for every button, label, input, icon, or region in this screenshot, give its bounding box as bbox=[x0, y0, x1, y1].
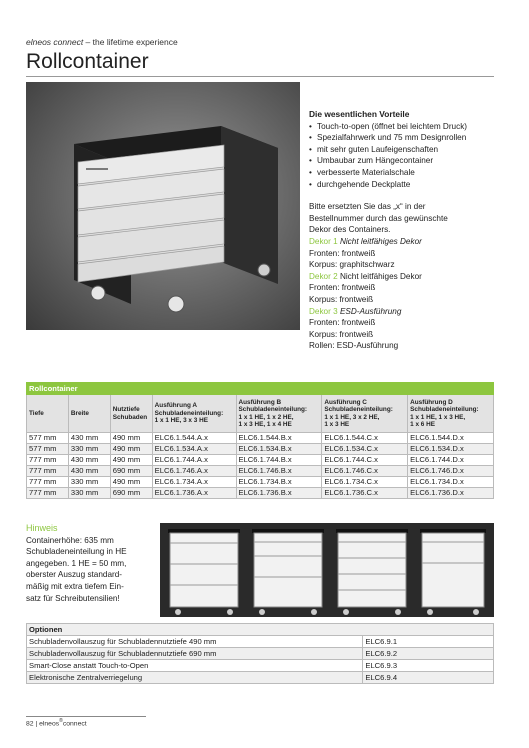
tagline-text: – the lifetime experience bbox=[83, 37, 178, 47]
dekor-2-line: Fronten: frontweiß bbox=[309, 283, 376, 293]
cell: ELC6.1.736.C.x bbox=[322, 488, 408, 499]
cell: ELC6.1.744.C.x bbox=[322, 455, 408, 466]
cell: ELC6.1.744.A.x bbox=[152, 455, 236, 466]
cell: ELC6.1.544.B.x bbox=[236, 433, 322, 444]
cell: 777 mm bbox=[27, 455, 69, 466]
rollcontainer-illustration bbox=[26, 82, 300, 330]
options-heading: Optionen bbox=[27, 624, 494, 636]
cell: ELC6.1.734.D.x bbox=[408, 477, 494, 488]
advantages-panel bbox=[309, 109, 509, 352]
cell: ELC6.1.534.D.x bbox=[408, 444, 494, 455]
table-row bbox=[27, 648, 494, 660]
page-number: 82 bbox=[26, 720, 34, 728]
footer-separator: | bbox=[33, 720, 40, 728]
advantage-continued-text: mit sehr guten Laufeigenschaften bbox=[317, 144, 439, 154]
cell: 690 mm bbox=[110, 466, 152, 477]
options-header-row bbox=[27, 624, 494, 636]
variant-thumbnails bbox=[160, 523, 494, 617]
table-row bbox=[27, 488, 494, 499]
cell: ELC6.1.736.A.x bbox=[152, 488, 236, 499]
cell: ELC6.1.544.C.x bbox=[322, 433, 408, 444]
variant-a-thumbnail bbox=[168, 529, 240, 615]
hinweis-line: mäßig mit extra tiefem Ein- bbox=[26, 581, 124, 591]
rollcontainer-table bbox=[26, 382, 494, 499]
dekor-3-name: ESD-Ausführung bbox=[339, 306, 402, 316]
cell: ELC6.1.744.D.x bbox=[408, 455, 494, 466]
advantage-item-continued bbox=[309, 144, 509, 156]
table-header-row bbox=[27, 395, 494, 433]
header-line: Schubladeneinteilung: bbox=[238, 406, 308, 414]
header-line: Schubaden bbox=[112, 413, 148, 421]
header-line: Schubladeneinteilung: bbox=[154, 409, 224, 417]
dekor-3-line: Fronten: frontweiß bbox=[309, 318, 376, 328]
tagline bbox=[26, 37, 178, 47]
advantages-list bbox=[309, 121, 509, 191]
col-header-ausfuehrung-b bbox=[236, 395, 322, 433]
hinweis-line: Containerhöhe: 635 mm bbox=[26, 535, 114, 545]
hinweis-line: Schubladeneinteilung in HE bbox=[26, 547, 127, 557]
variant-b-thumbnail bbox=[252, 529, 324, 615]
option-label: Schubladenvollauszug für Schubladennutztiefe 690 mm bbox=[27, 648, 363, 660]
dekor-2-name: Nicht leitfähiges Dekor bbox=[339, 271, 422, 281]
table-caption-row bbox=[27, 383, 494, 395]
order-note-line: Dekor des Containers. bbox=[309, 225, 391, 235]
cell: 777 mm bbox=[27, 488, 69, 499]
header-line: Ausführung B bbox=[238, 398, 282, 406]
header-line: 1 x 3 HE, 1 x 4 HE bbox=[238, 420, 292, 428]
cell: 577 mm bbox=[27, 444, 69, 455]
hinweis-heading: Hinweis bbox=[26, 523, 58, 533]
cell: ELC6.1.734.C.x bbox=[322, 477, 408, 488]
table-row bbox=[27, 466, 494, 477]
hinweis-panel bbox=[26, 523, 146, 604]
advantage-item: • Spezialfahrwerk und 75 mm Designrollen bbox=[309, 132, 509, 144]
cell: 330 mm bbox=[68, 477, 110, 488]
advantage-item: • Touch-to-open (öffnet bei leichtem Druck) bbox=[309, 121, 509, 133]
header-line: 1 x 1 HE, 1 x 2 HE, bbox=[238, 413, 294, 421]
cell: ELC6.1.746.A.x bbox=[152, 466, 236, 477]
header-line: Ausführung C bbox=[324, 398, 367, 406]
header-line: Schubladeneinteilung: bbox=[324, 406, 393, 414]
cell: 330 mm bbox=[68, 444, 110, 455]
cell: ELC6.1.736.B.x bbox=[236, 488, 322, 499]
dekor-3-title bbox=[309, 306, 509, 318]
option-code: ELC6.9.1 bbox=[363, 636, 494, 648]
options-table bbox=[26, 623, 494, 684]
col-header-ausfuehrung-c bbox=[322, 395, 408, 433]
product-photo bbox=[26, 82, 300, 330]
title-divider bbox=[26, 76, 494, 77]
dekor-3-line: Rollen: ESD-Ausführung bbox=[309, 341, 399, 351]
cell: ELC6.1.746.B.x bbox=[236, 466, 322, 477]
cell: 490 mm bbox=[110, 433, 152, 444]
header-line: Nutztiefe bbox=[112, 406, 140, 414]
option-label: Schubladenvollauszug für Schubladennutztiefe 490 mm bbox=[27, 636, 363, 648]
advantages-heading: Die wesentlichen Vorteile bbox=[309, 109, 410, 119]
variant-d-thumbnail bbox=[420, 529, 486, 615]
option-code: ELC6.9.2 bbox=[363, 648, 494, 660]
page-title: Rollcontainer bbox=[26, 50, 149, 73]
table-row bbox=[27, 636, 494, 648]
header-line: Ausführung A bbox=[154, 402, 198, 410]
header-line: 1 x 6 HE bbox=[410, 420, 436, 428]
col-header-tiefe: Tiefe bbox=[27, 395, 69, 433]
cell: 330 mm bbox=[68, 488, 110, 499]
option-label: Elektronische Zentralverriegelung bbox=[27, 672, 363, 684]
hinweis-line: satz für Schreibutensilien! bbox=[26, 593, 120, 603]
cell: ELC6.1.734.A.x bbox=[152, 477, 236, 488]
cell: 430 mm bbox=[68, 466, 110, 477]
table-row bbox=[27, 672, 494, 684]
table-row bbox=[27, 444, 494, 455]
col-header-breite: Breite bbox=[68, 395, 110, 433]
option-label: Smart-Close anstatt Touch-to-Open bbox=[27, 660, 363, 672]
footer-brand: elneos bbox=[39, 720, 60, 728]
cell: 777 mm bbox=[27, 477, 69, 488]
dekor-3-label: Dekor 3 bbox=[309, 306, 338, 316]
header-line: Ausführung D bbox=[410, 398, 453, 406]
table-row bbox=[27, 455, 494, 466]
header-line: 1 x 1 HE, 1 x 3 HE, bbox=[410, 413, 466, 421]
cell: 777 mm bbox=[27, 466, 69, 477]
advantage-item: • Umbaubar zum Hängecontainer bbox=[309, 155, 509, 167]
footer-suffix: connect bbox=[62, 720, 87, 728]
cell: ELC6.1.544.D.x bbox=[408, 433, 494, 444]
cell: 690 mm bbox=[110, 488, 152, 499]
cell: ELC6.1.736.D.x bbox=[408, 488, 494, 499]
dekor-1-name: Nicht leitfähiges Dekor bbox=[339, 236, 422, 246]
table-row bbox=[27, 477, 494, 488]
dekor-1-line: Korpus: graphitschwarz bbox=[309, 260, 395, 270]
page-footer bbox=[26, 718, 87, 727]
container-variants-illustration bbox=[160, 523, 494, 617]
cell: ELC6.1.734.B.x bbox=[236, 477, 322, 488]
cell: 430 mm bbox=[68, 433, 110, 444]
col-header-ausfuehrung-d bbox=[408, 395, 494, 433]
dekor-1-label: Dekor 1 bbox=[309, 236, 338, 246]
advantage-item: • verbesserte Materialschale bbox=[309, 167, 509, 179]
table-caption: Rollcontainer bbox=[27, 383, 494, 395]
variant-c-thumbnail bbox=[336, 529, 408, 615]
cell: 490 mm bbox=[110, 455, 152, 466]
order-note-line: Bitte ersetzten Sie das „x“ in der bbox=[309, 202, 426, 212]
table-row bbox=[27, 660, 494, 672]
header-line: 1 x 3 HE bbox=[324, 420, 350, 428]
cell: ELC6.1.534.A.x bbox=[152, 444, 236, 455]
dekor-3-line: Korpus: frontweiß bbox=[309, 329, 374, 339]
cell: ELC6.1.544.A.x bbox=[152, 433, 236, 444]
hinweis-line: oberster Auszug standard- bbox=[26, 570, 123, 580]
cell: ELC6.1.744.B.x bbox=[236, 455, 322, 466]
header-line: Schubladeneinteilung: bbox=[410, 406, 479, 414]
cell: 430 mm bbox=[68, 455, 110, 466]
dekor-2-title bbox=[309, 271, 509, 283]
footer-divider bbox=[26, 716, 146, 717]
brand-name: elneos connect bbox=[26, 37, 84, 47]
dekor-2-label: Dekor 2 bbox=[309, 271, 338, 281]
dekor-1-line: Fronten: frontweiß bbox=[309, 248, 376, 258]
cell: 490 mm bbox=[110, 444, 152, 455]
advantage-item: • durchgehende Deckplatte bbox=[309, 179, 509, 191]
option-code: ELC6.9.4 bbox=[363, 672, 494, 684]
order-note-line: Bestellnummer durch das gewünschte bbox=[309, 213, 448, 223]
col-header-ausfuehrung-a bbox=[152, 395, 236, 433]
dekor-1-title bbox=[309, 236, 509, 248]
table-row bbox=[27, 433, 494, 444]
dekor-2-line: Korpus: frontweiß bbox=[309, 294, 374, 304]
cell: ELC6.1.746.D.x bbox=[408, 466, 494, 477]
cell: 577 mm bbox=[27, 433, 69, 444]
header-line: 1 x 1 HE, 3 x 2 HE, bbox=[324, 413, 380, 421]
cell: ELC6.1.534.B.x bbox=[236, 444, 322, 455]
col-header-nutztiefe bbox=[110, 395, 152, 433]
cell: 490 mm bbox=[110, 477, 152, 488]
cell: ELC6.1.746.C.x bbox=[322, 466, 408, 477]
order-note bbox=[309, 201, 509, 236]
registered-mark: ® bbox=[59, 718, 63, 724]
header-line: 1 x 1 HE, 3 x 3 HE bbox=[154, 417, 208, 425]
cell: ELC6.1.534.C.x bbox=[322, 444, 408, 455]
option-code: ELC6.9.3 bbox=[363, 660, 494, 672]
hinweis-line: angegeben. 1 HE = 50 mm, bbox=[26, 558, 127, 568]
